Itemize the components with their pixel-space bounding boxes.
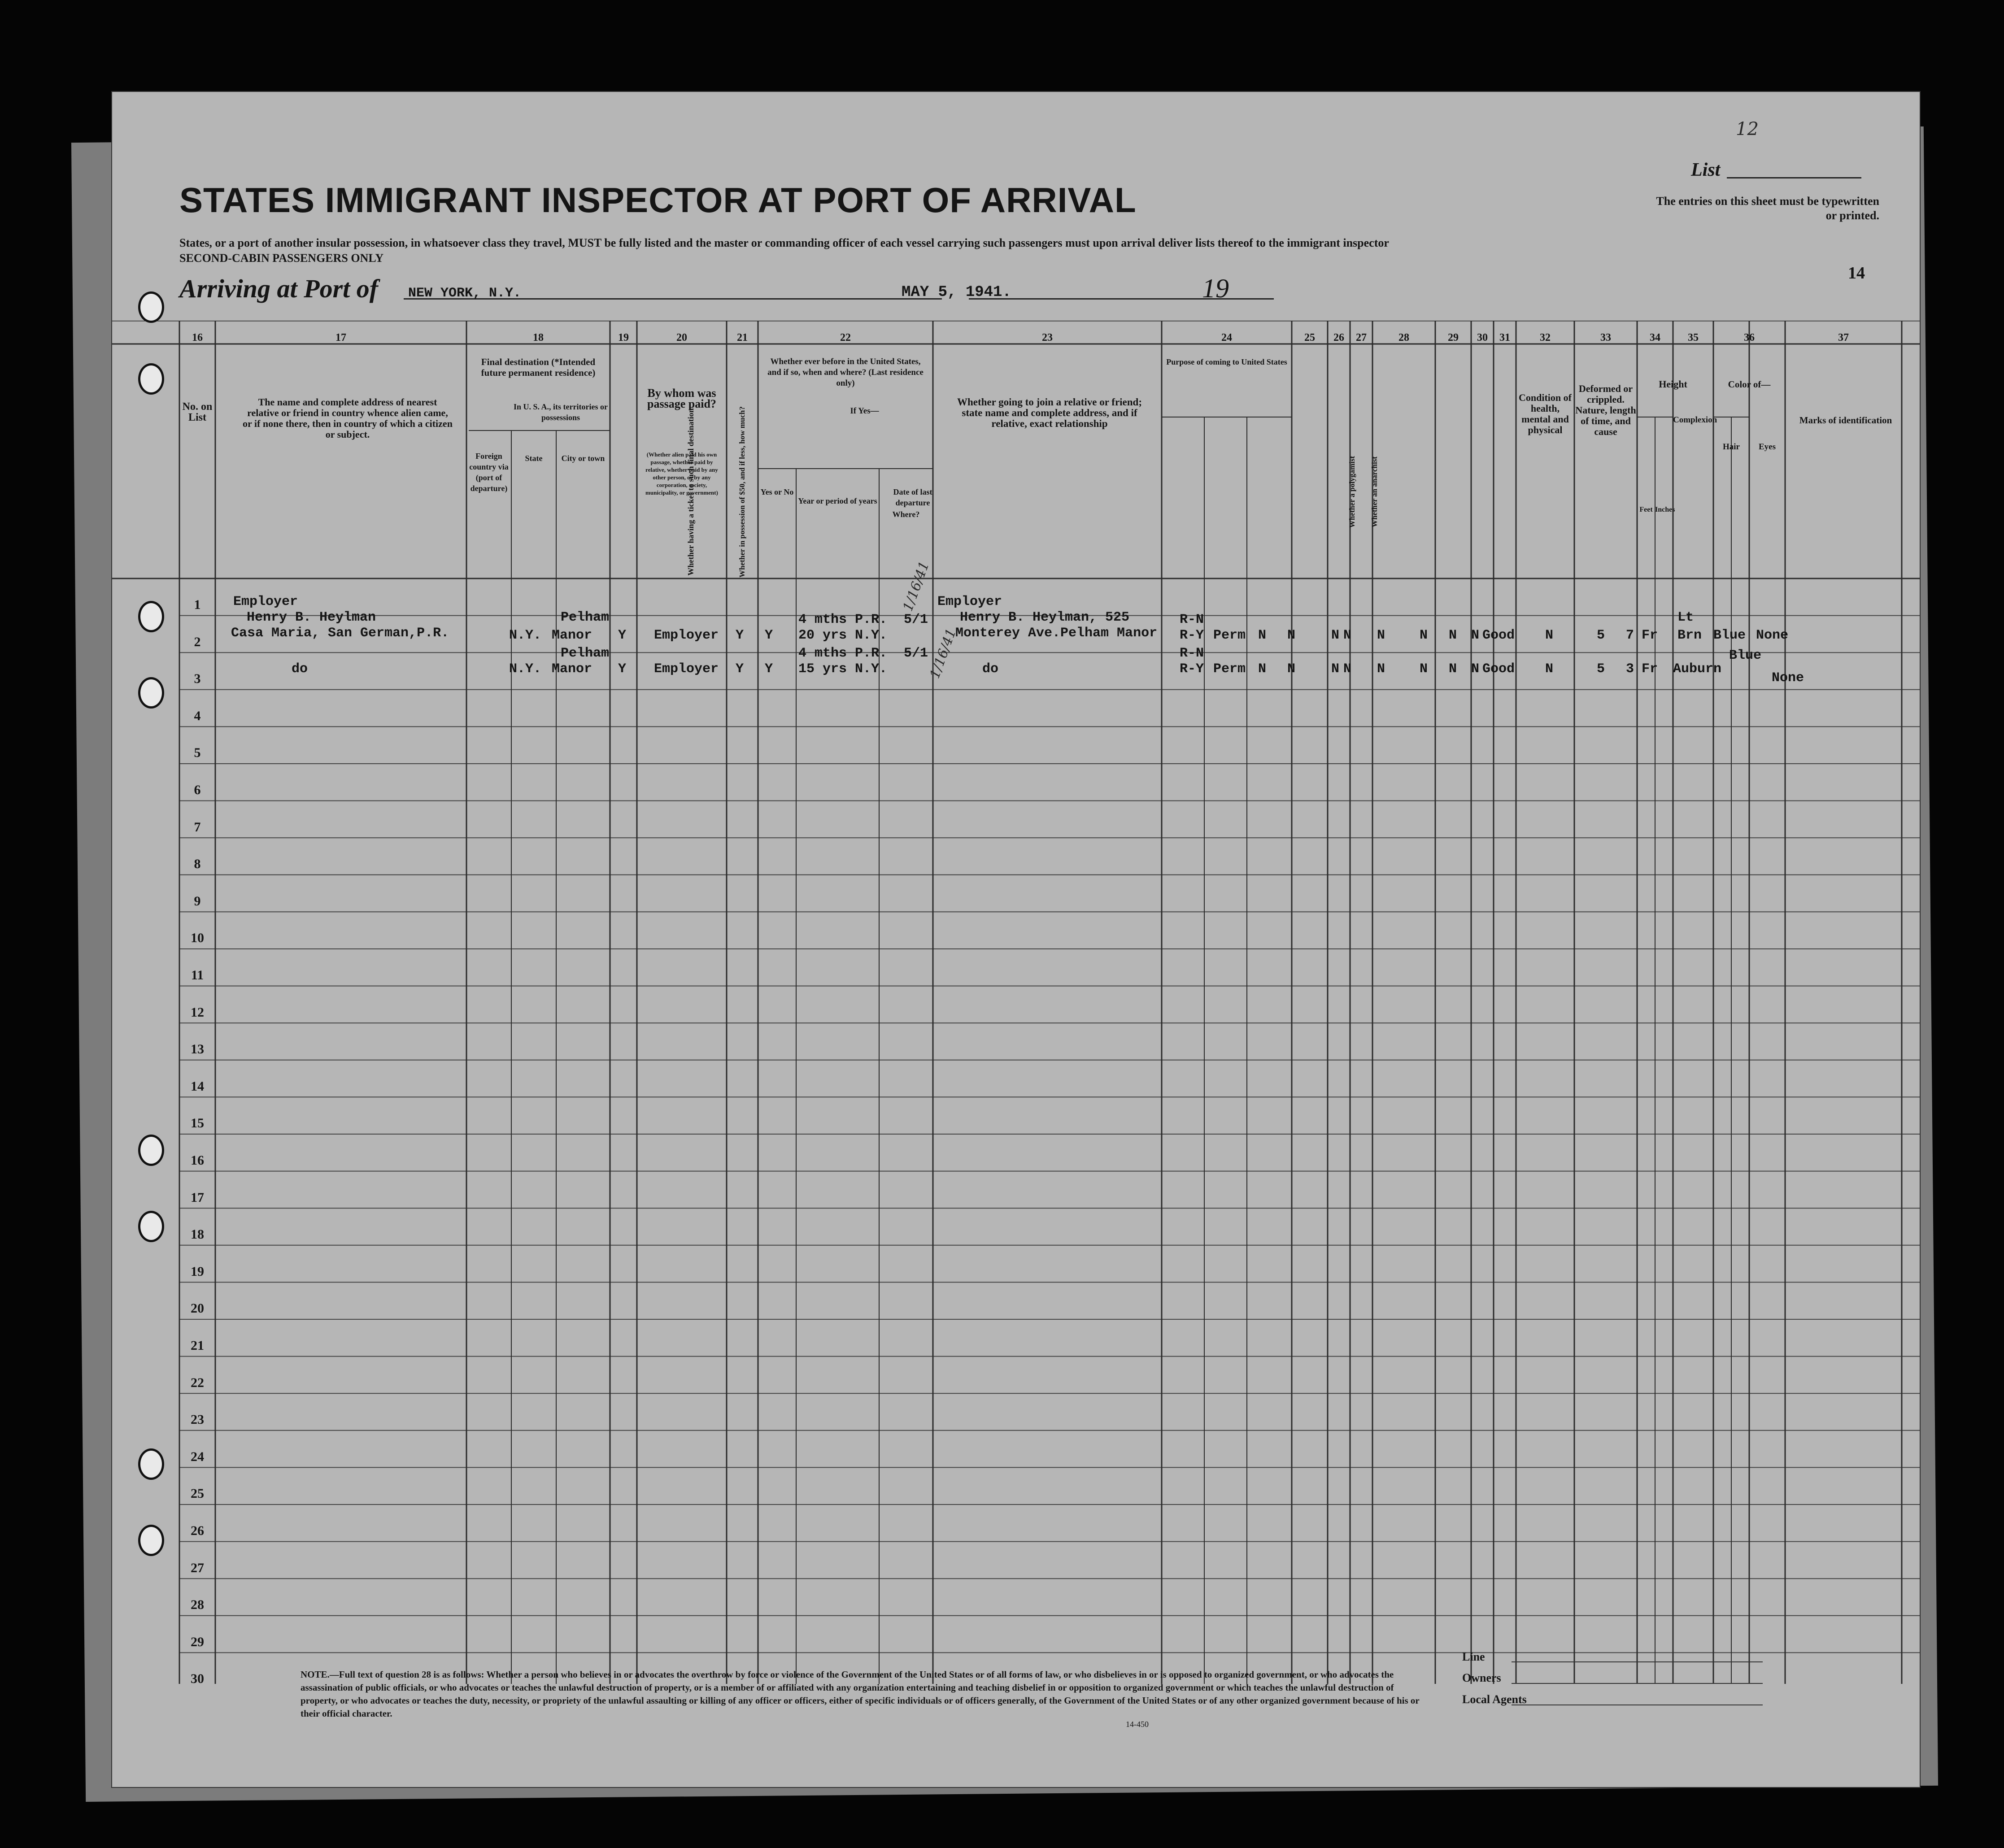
col-num-17: 17 xyxy=(335,332,346,344)
header-inches: Inches xyxy=(1655,506,1675,513)
row1-c29: N xyxy=(1420,628,1428,643)
row-number: 17 xyxy=(191,1190,204,1205)
row2-ticket: Y xyxy=(618,661,627,677)
row2-c30: N xyxy=(1449,661,1457,677)
col-num-35: 35 xyxy=(1688,332,1699,344)
col-num-21: 21 xyxy=(737,332,748,344)
col-num-33: 33 xyxy=(1600,332,1611,344)
row-number: 22 xyxy=(191,1375,204,1390)
col-num-22: 22 xyxy=(840,332,851,344)
col-num-23: 23 xyxy=(1042,332,1053,344)
date-value: MAY 5, 1941. xyxy=(902,284,1011,301)
row1-marks: None xyxy=(1756,628,1789,643)
header-final-destination: Final destination (*Intended future permanent residence) xyxy=(481,357,596,378)
row1-purpose-1: R-N xyxy=(1180,612,1204,627)
row1-join-2: Henry B. Heylman, 525 xyxy=(960,610,1130,625)
punch-hole xyxy=(138,291,164,323)
row2-c29: N xyxy=(1420,661,1428,677)
list-underline xyxy=(1727,177,1861,178)
row1-inches: 7 xyxy=(1626,628,1634,643)
row1-eyes: Blue xyxy=(1713,628,1746,643)
owners-underline xyxy=(1512,1683,1763,1684)
row-number: 16 xyxy=(191,1153,204,1168)
header-state: State xyxy=(525,454,543,463)
line-underline xyxy=(1512,1661,1763,1662)
row1-departure: 5/1 xyxy=(904,612,928,627)
row2-marks: None xyxy=(1772,670,1804,686)
page-title: STATES IMMIGRANT INSPECTOR AT PORT OF ARRIVAL xyxy=(179,180,1137,220)
row2-city-2: Manor xyxy=(552,661,592,677)
header-nearest-relative: The name and complete address of nearest relative or friend in country whence alien came, or if none there, then in country of which a citizen or subject. xyxy=(243,396,453,440)
form-code: 14-450 xyxy=(1126,1720,1149,1729)
col-num-27: 27 xyxy=(1356,332,1367,344)
row1-health: Good xyxy=(1482,628,1515,643)
row-number: 20 xyxy=(191,1301,204,1316)
row1-paid-by: Employer xyxy=(654,628,719,643)
header-anarchist: Whether an anarchist xyxy=(1370,456,1379,528)
row2-join-1: do xyxy=(982,661,999,677)
row1-hair-2: Brn xyxy=(1677,628,1702,643)
row2-health: Good xyxy=(1482,661,1515,677)
row-number: 29 xyxy=(191,1634,204,1649)
row1-hair-1: Lt xyxy=(1677,610,1694,625)
row2-complexion: Fr xyxy=(1642,661,1658,677)
row-number: 12 xyxy=(191,1004,204,1020)
row-number: 28 xyxy=(191,1597,204,1613)
row1-c25: N xyxy=(1258,628,1267,643)
row2-deformed: N xyxy=(1545,661,1554,677)
col-num-29: 29 xyxy=(1448,332,1459,344)
manifest-grid xyxy=(112,321,1920,1684)
row1-c27a: N xyxy=(1331,628,1340,643)
col-num-37: 37 xyxy=(1838,332,1849,344)
header-hair: Hair xyxy=(1723,442,1740,452)
row1-c28: N xyxy=(1377,628,1385,643)
instruction-line-2: SECOND-CABIN PASSENGERS ONLY xyxy=(179,252,384,265)
handwritten-check-2: 1/16/41 xyxy=(927,626,960,681)
col-num-34: 34 xyxy=(1650,332,1660,344)
row1-length: Perm xyxy=(1213,628,1246,643)
header-last-departure: Date of last departure xyxy=(893,487,932,507)
row2-years-2: 15 yrs N.Y. xyxy=(798,661,888,677)
row1-years-2: 20 yrs N.Y. xyxy=(798,628,888,643)
row1-relative-1: Employer xyxy=(233,594,298,609)
row-number: 25 xyxy=(191,1486,204,1501)
header-no-on-list: No. on List xyxy=(182,401,213,423)
col-num-25: 25 xyxy=(1304,332,1315,344)
header-yes-no: Yes or No xyxy=(760,487,794,496)
header-period: Year or period of years xyxy=(798,496,877,505)
row-number: 8 xyxy=(194,857,201,872)
row-number: 10 xyxy=(191,931,204,946)
col-num-32: 32 xyxy=(1540,332,1551,344)
row1-join-1: Employer xyxy=(937,594,1002,609)
col-num-19: 19 xyxy=(618,332,629,344)
row1-c27b: N xyxy=(1343,628,1352,643)
punch-hole xyxy=(138,363,164,395)
col-num-36: 36 xyxy=(1744,332,1755,344)
instruction-line-1: States, or a port of another insular possession, in whatsoever class they travel, MUST be fully listed and the master or commanding officer of each vessel carrying such passengers must upon arrival deliver lists thereof to the immigrant inspector xyxy=(179,236,1389,249)
row-number: 13 xyxy=(191,1042,204,1057)
header-marks: Marks of identification xyxy=(1799,415,1892,426)
header-foreign-country: Foreign country via (port of departure) xyxy=(469,452,509,493)
header-ticket: Whether having a ticket to such final destination xyxy=(686,408,695,576)
row2-purpose-1: R-N xyxy=(1180,646,1204,661)
row2-money: Y xyxy=(736,661,744,677)
page-number: 14 xyxy=(1848,264,1865,283)
header-feet: Feet xyxy=(1639,506,1653,513)
row-number: 7 xyxy=(194,819,201,835)
row-number: 1 xyxy=(194,597,201,612)
row-number: 3 xyxy=(194,671,201,687)
header-deformed: Deformed or crippled. Nature, length of time, and cause xyxy=(1575,383,1636,437)
row-number: 6 xyxy=(194,783,201,797)
row2-inches: 3 xyxy=(1626,661,1634,677)
line-label: Line xyxy=(1462,1650,1485,1663)
row2-state: N.Y. xyxy=(509,661,542,677)
col-num-16: 16 xyxy=(192,332,203,344)
col-num-31: 31 xyxy=(1499,332,1510,344)
row1-state: N.Y. xyxy=(509,628,542,643)
row1-relative-2: Henry B. Heylman xyxy=(247,610,376,625)
row-number: 4 xyxy=(194,708,201,723)
header-money: Whether in possession of $50, and if less, how much? xyxy=(738,406,746,578)
row-number: 24 xyxy=(191,1449,204,1464)
row2-departure: 5/1 xyxy=(904,646,928,661)
row2-years-1: 4 mths P.R. xyxy=(798,646,888,661)
row1-ticket: Y xyxy=(618,628,627,643)
col-num-28: 28 xyxy=(1398,332,1409,344)
agents-label: Local Agents xyxy=(1462,1693,1527,1706)
row-number: 15 xyxy=(191,1116,204,1131)
row2-length: Perm xyxy=(1213,661,1246,677)
header-complexion: Complexion xyxy=(1673,415,1717,425)
row2-eyes: Blue xyxy=(1729,648,1762,663)
col-num-20: 20 xyxy=(676,332,687,344)
col-num-18: 18 xyxy=(533,332,544,344)
row1-city-2: Manor xyxy=(552,628,592,643)
row2-city-1: Pelham xyxy=(561,646,610,661)
header-polygamist: Whether a polygamist xyxy=(1348,456,1356,528)
row2-c31: N xyxy=(1471,661,1480,677)
punch-hole xyxy=(138,677,164,709)
year-prefix: 19 xyxy=(1202,274,1229,303)
row1-complexion: Fr xyxy=(1642,628,1658,643)
row1-c31: N xyxy=(1471,628,1480,643)
row2-c26: N xyxy=(1287,661,1296,677)
row1-join-3: Monterey Ave.Pelham Manor xyxy=(955,626,1158,641)
entries-note: The entries on this sheet must be typewritten or printed. xyxy=(1656,195,1879,222)
row-number: 23 xyxy=(191,1412,204,1427)
row2-paid-by: Employer xyxy=(654,661,719,677)
header-passage-paid: By whom was passage paid? xyxy=(647,387,716,410)
header-in-usa: In U. S. A., its territories or possessions xyxy=(514,402,608,422)
row-number: 19 xyxy=(191,1264,204,1279)
row-number: 2 xyxy=(194,634,201,649)
row-number: 11 xyxy=(191,968,204,983)
row-number: 26 xyxy=(191,1523,204,1538)
question-28-note: NOTE.—Full text of question 28 is as follows: Whether a person who believes in or advocates the overthrow by force or violence of the Government of the United States or of all forms of law, or who disbelieves in or is opposed to organized government, or who advocates the assassination of public officials, or who advocates or teaches the unlawful destruction of property, or is a member of or affiliated with any organization entertaining and teaching disbelief in or opposition to organized government or which teaches the unlawful destruction of property, or who advocates or teaches the duty, necessity, or propriety of the unlawful assaulting or killing of any officer or officers, either of specific individuals or of officers generally, of the Government of the United States or of any other organized government because of his or their official character. xyxy=(301,1669,1420,1719)
header-ever-before: Whether ever before in the United States, and if so, when and where? (Last residence only) xyxy=(767,357,924,388)
punch-hole xyxy=(138,1211,164,1242)
row1-c30: N xyxy=(1449,628,1457,643)
instructions xyxy=(179,235,1389,266)
header-where: Where? xyxy=(892,510,920,519)
header-city-or-town: City or town xyxy=(561,454,605,463)
row-number: 5 xyxy=(194,745,201,761)
row2-c25: N xyxy=(1258,661,1267,677)
row2-feet: 5 xyxy=(1597,661,1605,677)
owners-label: Owners xyxy=(1462,1671,1501,1684)
row2-relative-1: do xyxy=(292,661,308,677)
row2-c28: N xyxy=(1377,661,1385,677)
row2-c27a: N xyxy=(1331,661,1340,677)
row1-city-1: Pelham xyxy=(561,610,610,625)
row2-hair: Auburn xyxy=(1673,661,1722,677)
row-number: 18 xyxy=(191,1227,204,1242)
row-number: 9 xyxy=(194,893,201,909)
row1-c26: N xyxy=(1287,628,1296,643)
row2-c27b: N xyxy=(1343,661,1352,677)
manifest-sheet xyxy=(112,92,1920,1787)
handwritten-check-1: 1/16/41 xyxy=(900,559,933,613)
row-number: 30 xyxy=(191,1671,204,1687)
header-height: Height xyxy=(1659,378,1687,390)
header-passage-detail: (Whether alien paid his own passage, whether paid by relative, whether paid by any other person, or by any corporation, society, municipality, or government) xyxy=(645,451,718,496)
header-join-relative: Whether going to join a relative or friend; state name and complete address, and if relative, exact relationship xyxy=(957,396,1142,429)
arriving-label: Arriving at Port of xyxy=(179,274,379,303)
header-eyes: Eyes xyxy=(1759,442,1776,452)
row1-deformed: N xyxy=(1545,628,1554,643)
col-num-30: 30 xyxy=(1477,332,1488,344)
header-color-of: Color of— xyxy=(1728,379,1771,390)
row-number: 14 xyxy=(191,1078,204,1094)
row1-years-1: 4 mths P.R. xyxy=(798,612,888,627)
row2-purpose-2: R-Y xyxy=(1180,661,1204,677)
row1-ever-before: Y xyxy=(765,628,773,643)
col-num-24: 24 xyxy=(1221,332,1232,344)
row-number: 27 xyxy=(191,1560,204,1575)
header-if-yes: If Yes— xyxy=(850,406,879,416)
port-value: NEW YORK, N.Y. xyxy=(408,286,522,301)
header-health: Condition of health, mental and physical xyxy=(1519,392,1572,435)
row1-feet: 5 xyxy=(1597,628,1605,643)
punch-hole xyxy=(138,601,164,632)
row2-ever-before: Y xyxy=(765,661,773,677)
punch-hole xyxy=(138,1525,164,1556)
row-number: 21 xyxy=(191,1338,204,1353)
punch-hole xyxy=(138,1135,164,1166)
row1-relative-3: Casa Maria, San German,P.R. xyxy=(231,626,449,641)
row1-purpose-2: R-Y xyxy=(1180,628,1204,643)
list-label: List xyxy=(1691,160,1721,180)
row1-money: Y xyxy=(736,628,744,643)
header-purpose: Purpose of coming to United States xyxy=(1166,357,1287,366)
col-num-26: 26 xyxy=(1333,332,1344,344)
list-number: 12 xyxy=(1736,119,1759,139)
punch-hole xyxy=(138,1448,164,1480)
